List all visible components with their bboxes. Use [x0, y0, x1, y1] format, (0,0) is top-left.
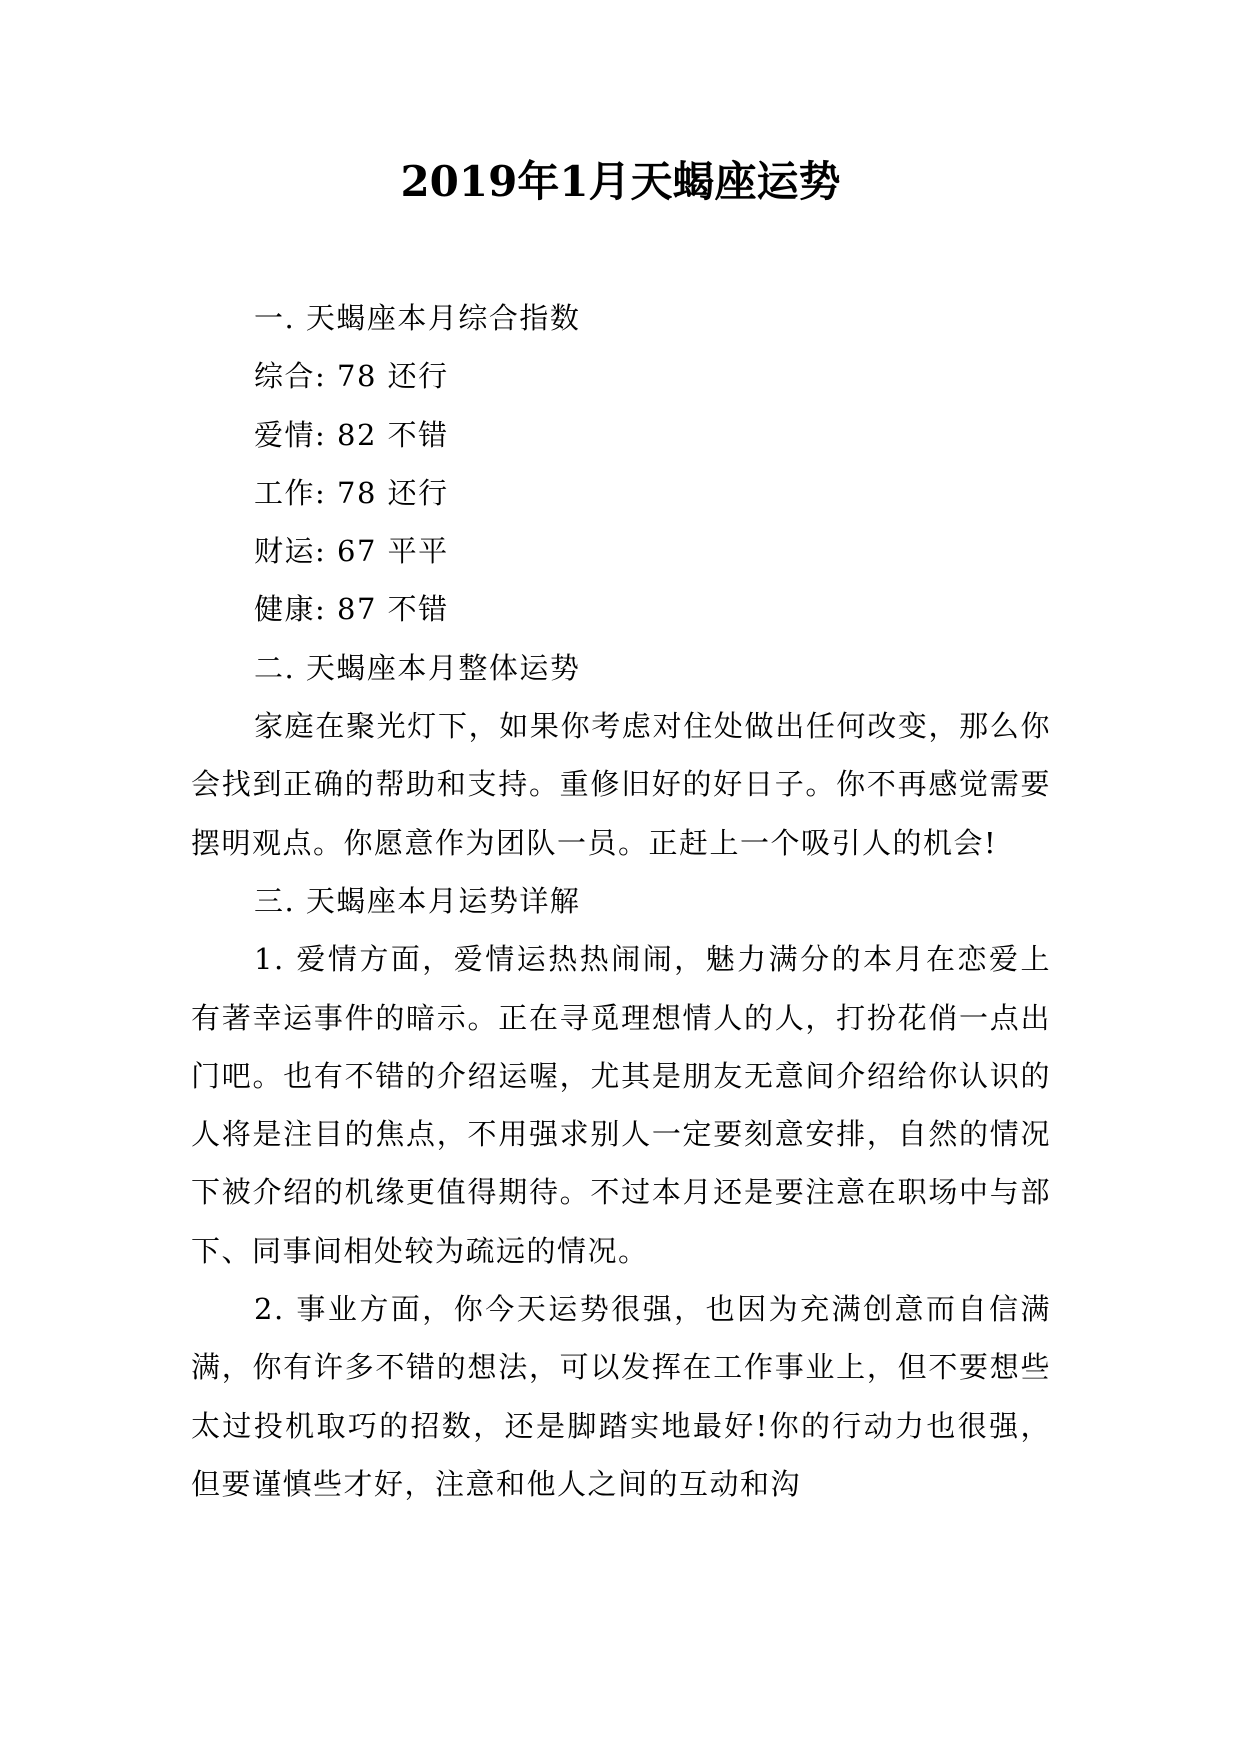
section-2-heading: 二. 天蝎座本月整体运势 — [254, 650, 581, 685]
index-love: 爱情: 82 不错 — [254, 417, 449, 452]
index-overall: 综合: 78 还行 — [254, 359, 449, 394]
career-fortune-paragraph: 2. 事业方面，你今天运势很强，也因为充满创意而自信满满，你有许多不错的想法，可以发挥在工作事业上，但不要想些太过投机取巧的招数，还是脚踏实地最好!你的行动力也很强，但要谨慎些才好，注意和他人之间的互动和沟 — [191, 1292, 1051, 1501]
document-body — [191, 289, 1051, 1513]
section-3-heading: 三. 天蝎座本月运势详解 — [254, 883, 581, 918]
overall-fortune-paragraph: 家庭在聚光灯下，如果你考虑对住处做出任何改变，那么你会找到正确的帮助和支持。重修旧好的好日子。你不再感觉需要摆明观点。你愿意作为团队一员。正赶上一个吸引人的机会! — [191, 709, 1051, 860]
page-title: 2019年1月天蝎座运势 — [400, 157, 841, 206]
index-work: 工作: 78 还行 — [254, 475, 449, 510]
love-fortune-paragraph: 1. 爱情方面，爱情运热热闹闹，魅力满分的本月在恋爱上有著幸运事件的暗示。正在寻觅理想情人的人，打扮花俏一点出门吧。也有不错的介绍运喔，尤其是朋友无意间介绍给你认识的人将是注目的焦点，不用强求别人一定要刻意安排，自然的情况下被介绍的机缘更值得期待。不过本月还是要注意在职场中与部下、同事间相处较为疏远的情况。 — [191, 942, 1051, 1268]
index-wealth: 财运: 67 平平 — [254, 534, 449, 569]
index-health: 健康: 87 不错 — [254, 592, 449, 627]
section-1-heading: 一. 天蝎座本月综合指数 — [254, 301, 581, 335]
